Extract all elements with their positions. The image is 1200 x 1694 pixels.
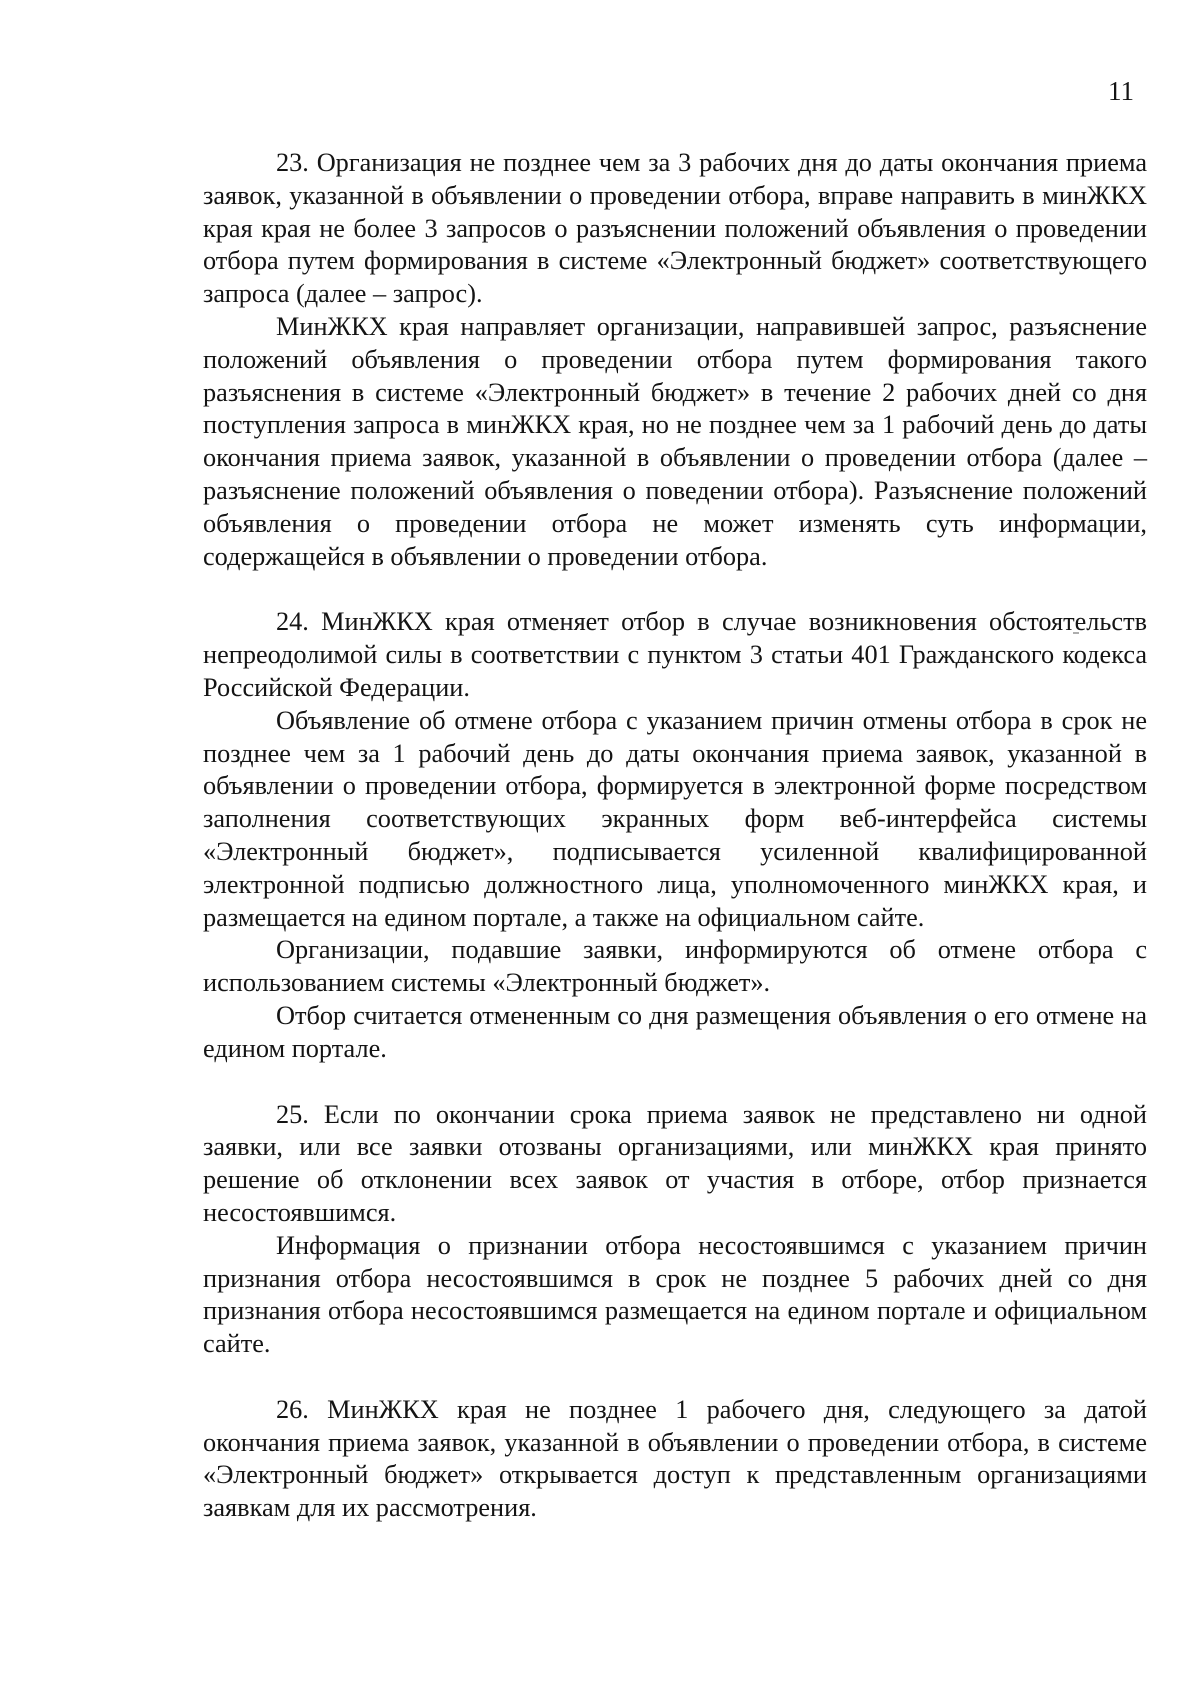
paragraph-23: 23. Организация не позднее чем за 3 рабочих дня до даты окончания приема заявок, указанной в объявлении о проведении отбора, вправе направить в минЖКХ края края не более 3 запросов о разъяснении положений объявления о проведении отбора путем формирования в системе «Электронный бюджет» соответствующего запроса (далее – запрос).	[203, 148, 1147, 309]
paragraph-24-cancelled-date: Отбор считается отмененным со дня размещения объявления о его отмене на едином портале.	[203, 1000, 1147, 1063]
paragraph-26: 26. МинЖКХ края не позднее 1 рабочего дня, следующего за датой окончания приема заявок, указанной в объявлении о проведении отбора, в системе «Электронный бюджет» открывается доступ к представленным организациями заявкам для их рассмотрения.	[203, 1394, 1147, 1523]
paragraph-25-information: Информация о признании отбора несостоявшимся с указанием причин признания отбора несостоявшимся в срок не позднее 5 рабочих дней со дня признания отбора несостоявшимся размещается на едином портале и официальном сайте.	[203, 1230, 1147, 1359]
paragraph-24: 24. МинЖКХ края отменяет отбор в случае возникновения обстоятельств непреодолимой силы в соответствии с пунктом 3 статьи 401 Гражданского кодекса Российской Федерации.	[203, 607, 1147, 702]
paragraph-25: 25. Если по окончании срока приема заявок не представлено ни одной заявки, или все заявки отозваны организациями, или минЖКХ края принято решение об отклонении всех заявок от участия в отборе, отбор признается несостоявшимся.	[203, 1099, 1147, 1227]
paragraph-24-cancellation-notice: Объявление об отмене отбора с указанием причин отмены отбора в срок не позднее чем за 1 рабочий день до даты окончания приема заявок, указанной в объявлении о проведении отбора, формируется в электронной форме посредством заполнения соответствующих экранных форм веб-интерфейса системы «Электронный бюджет», подписывается усиленной квалифицированной электронной подписью должностного лица, уполномоченного минЖКХ края, и размещается на едином портале, а также на официальном сайте.	[203, 705, 1147, 932]
document-body	[203, 147, 1147, 1525]
paragraph-24-informing: Организации, подавшие заявки, информируются об отмене отбора с использованием системы «Электронный бюджет».	[203, 935, 1147, 998]
paragraph-23-continuation: МинЖКХ края направляет организации, направившей запрос, разъяснение положений объявления о проведении отбора путем формирования такого разъяснения в системе «Электронный бюджет» в течение 2 рабочих дней со дня поступления запроса в минЖКХ края, но не позднее чем за 1 рабочий день до даты окончания приема заявок, указанной в объявлении о проведении отбора (далее – разъяснение положений объявления о поведении отбора). Разъяснение положений объявления о проведении отбора не может изменять суть информации, содержащейся в объявлении о проведении отбора.	[203, 311, 1147, 571]
page-number: 11	[1108, 76, 1134, 106]
